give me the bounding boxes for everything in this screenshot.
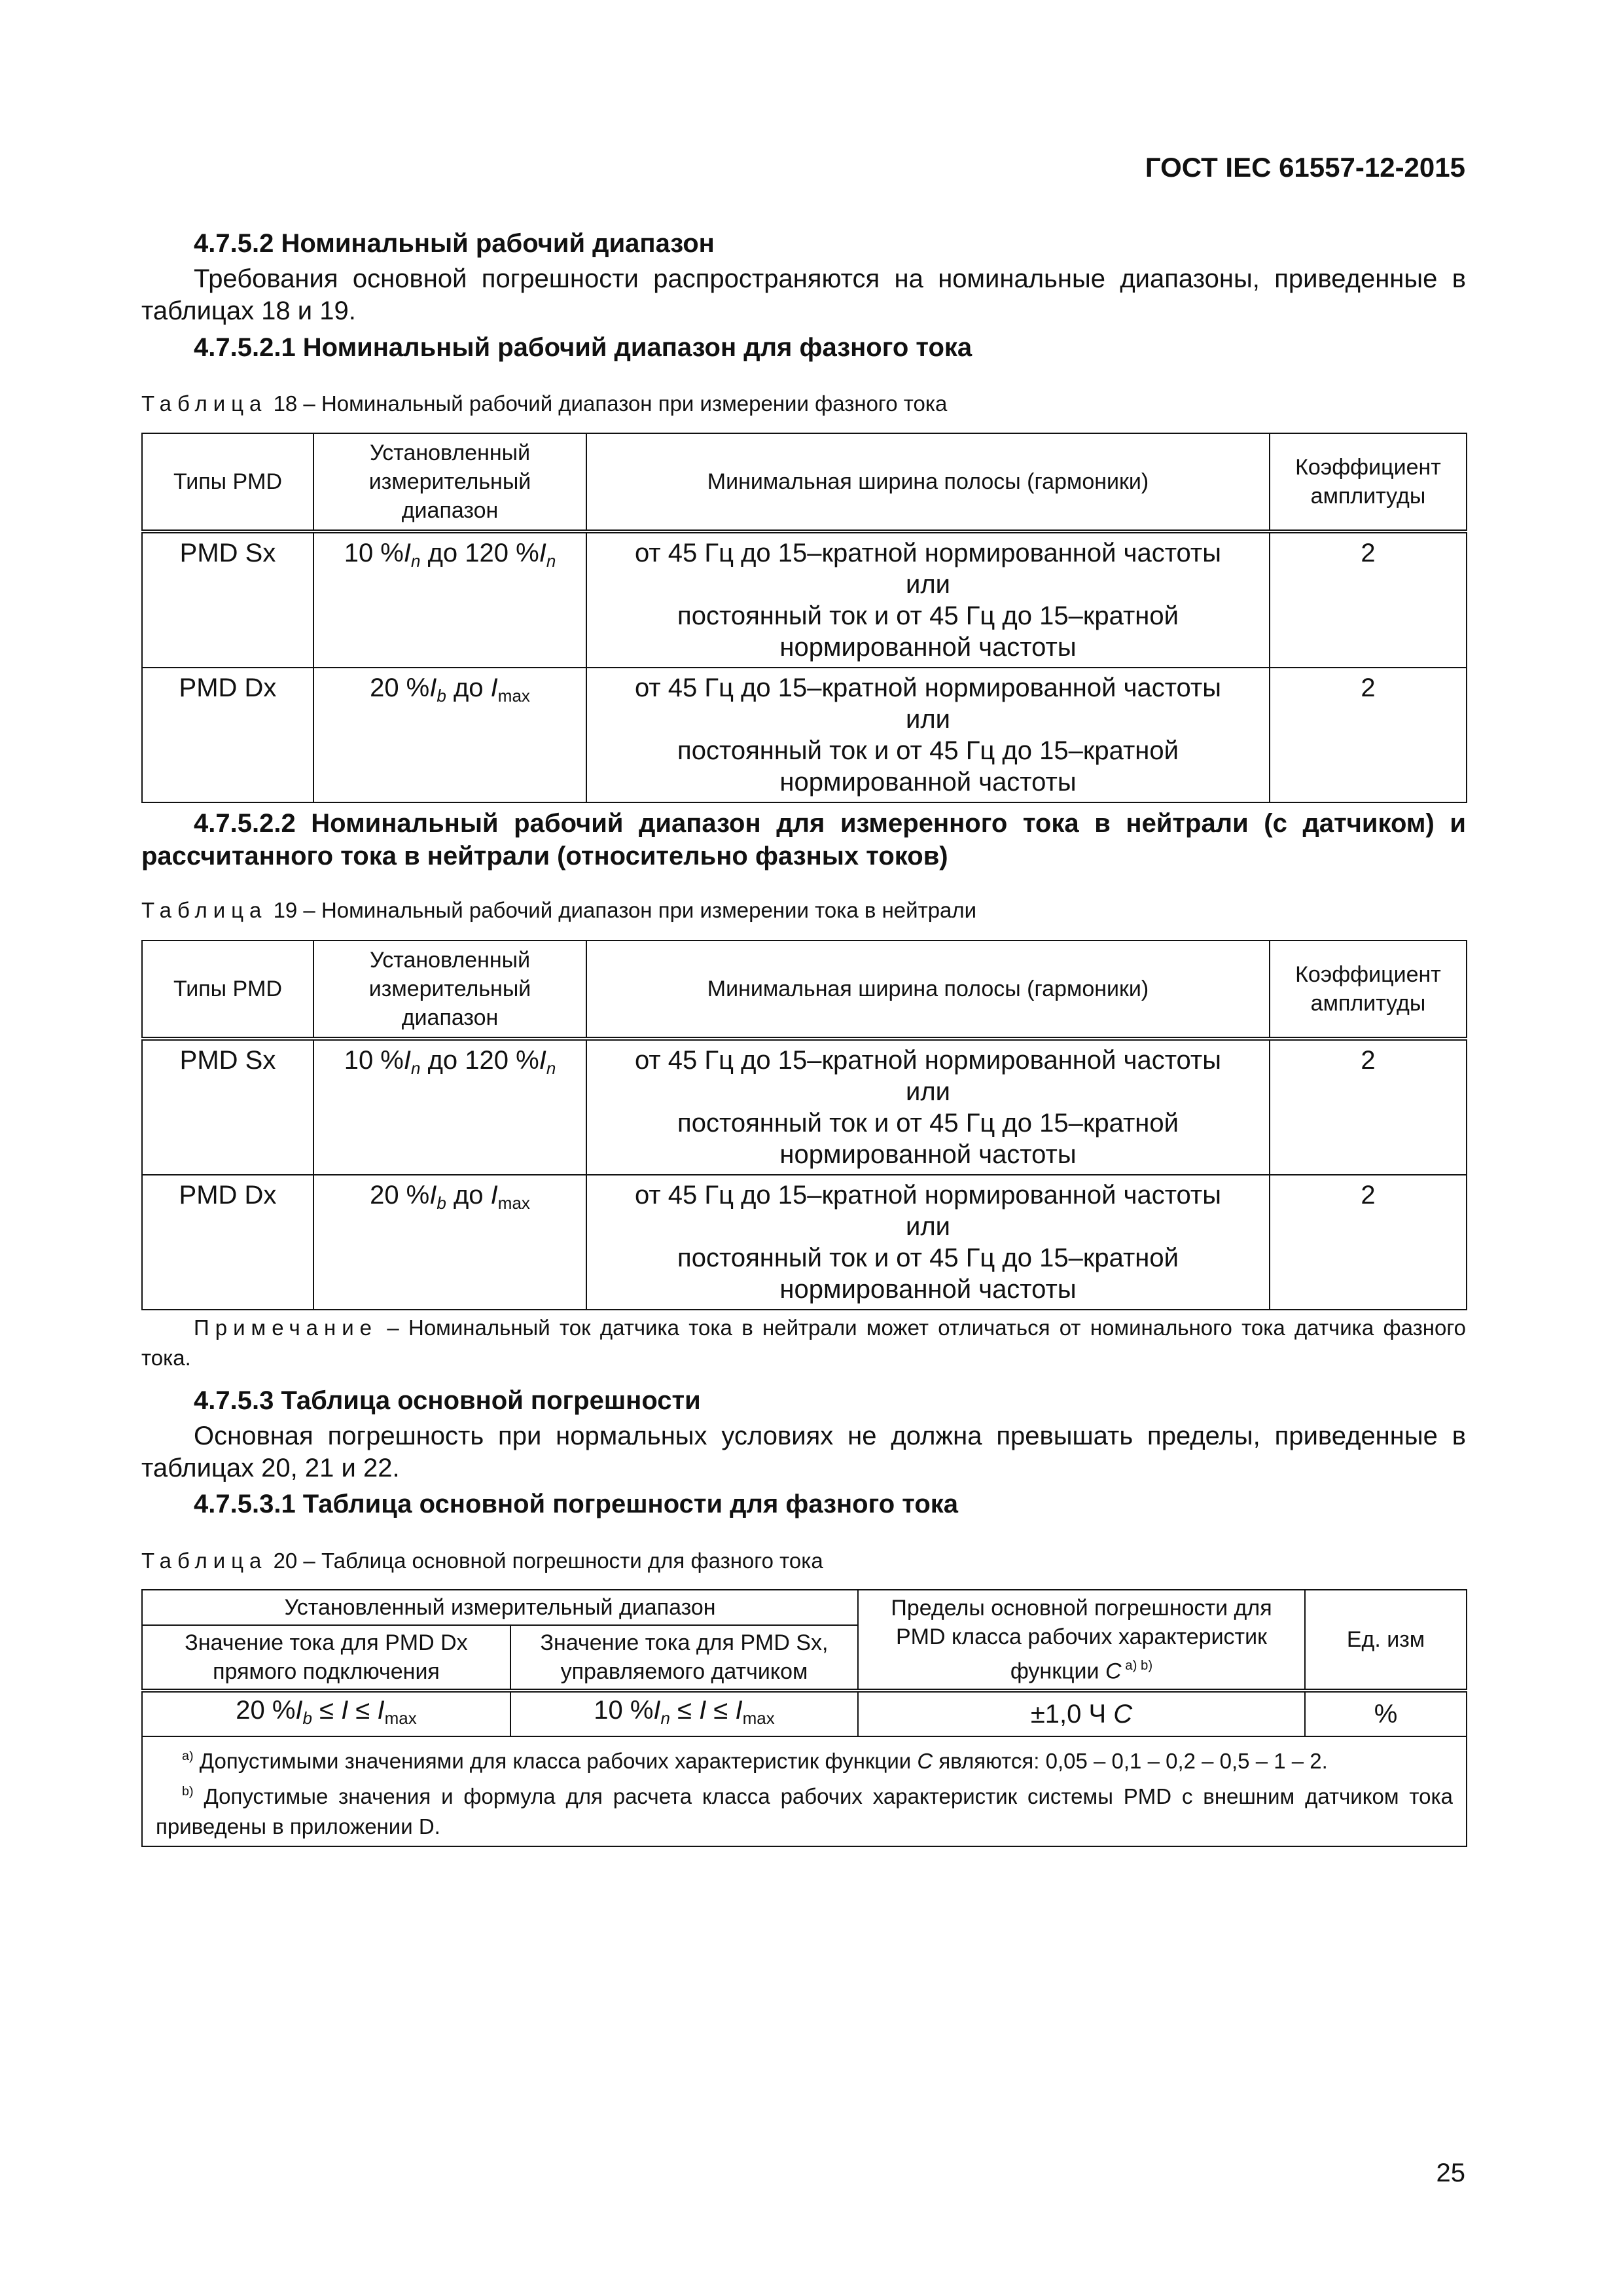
- section-4-7-5-2-title: 4.7.5.2 Номинальный рабочий диапазон: [194, 229, 715, 258]
- header-error-limits: Пределы основной погрешности для PMD класса рабочих характеристик функции C $^{a) b)}$: [858, 1590, 1305, 1691]
- footnote-a: $^{a)}$ Допустимыми значениями для класса рабочих характеристик функции C являются: 0,05 – 0,1 – 0,2 – 0,5 – 1 – 2.: [182, 1748, 1328, 1773]
- cell-unit: %: [1305, 1691, 1467, 1736]
- table-footnotes-row: [142, 1736, 1467, 1846]
- cell-dx-range: 20 $\%I_b \le I \le I_{max}$: [142, 1691, 510, 1736]
- cell-measuring-range: 20 $\%I_b$ до $I_{max}$: [313, 1175, 586, 1310]
- header-bandwidth: Минимальная ширина полосы (гармоники): [586, 433, 1270, 531]
- cell-crest-factor: 2: [1270, 668, 1467, 802]
- section-4-7-5-2-text: Требования основной погрешности распространяются на номинальные диапазоны, приведенные в таблицах 18 и 19.: [141, 264, 1466, 325]
- table-19: [141, 940, 1467, 1310]
- header-unit: Ед. изм: [1305, 1590, 1467, 1691]
- header-measuring-range: Установленный измерительный диапазон: [313, 941, 586, 1039]
- section-4-7-5-2-2-title: 4.7.5.2.2 Номинальный рабочий диапазон для измеренного тока в нейтрали (с датчиком) и рассчитанного тока в нейтрали (относительно фазных токов): [141, 809, 1466, 870]
- table-row: [142, 1691, 1467, 1736]
- header-measuring-range: Установленный измерительный диапазон: [313, 433, 586, 531]
- header-dx-current: Значение тока для PMD Dx прямого подключения: [142, 1625, 510, 1691]
- table-header-row: [142, 1590, 1467, 1625]
- note-label: Примечание: [194, 1316, 378, 1340]
- table-18: [141, 433, 1467, 803]
- caption-label: Таблица: [141, 391, 268, 416]
- table-19-note: [141, 1313, 1466, 1373]
- table-header-row: [142, 433, 1467, 531]
- cell-measuring-range: 10 $\%I_n$ до 120 $\%I_n$: [313, 531, 586, 668]
- cell-pmd-type: PMD Sx: [142, 1039, 313, 1175]
- header-pmd-types: Типы PMD: [142, 941, 313, 1039]
- document-standard-header: ГОСТ IEC 61557-12-2015: [1145, 152, 1465, 183]
- table-row: [142, 1175, 1467, 1310]
- page-number: 25: [1436, 2159, 1465, 2187]
- table-row: [142, 1039, 1467, 1175]
- cell-bandwidth: от 45 Гц до 15–кратной нормированной частоты или постоянный ток и от 45 Гц до 15–кратной нормированной частоты: [586, 531, 1270, 668]
- header-bandwidth: Минимальная ширина полосы (гармоники): [586, 941, 1270, 1039]
- cell-pmd-type: PMD Sx: [142, 531, 313, 668]
- section-4-7-5-3-text: Основная погрешность при нормальных условиях не должна превышать пределы, приведенные в таблицах 20, 21 и 22.: [141, 1422, 1466, 1482]
- footnote-b: $^{b)}$ Допустимые значения и формула для расчета класса рабочих характеристик системы PMD с внешним датчиком тока приведены в приложении D.: [156, 1784, 1453, 1839]
- cell-bandwidth: от 45 Гц до 15–кратной нормированной частоты или постоянный ток и от 45 Гц до 15–кратной нормированной частоты: [586, 1175, 1270, 1310]
- section-4-7-5-3-1-title: 4.7.5.3.1 Таблица основной погрешности для фазного тока: [194, 1490, 959, 1518]
- table-row: [142, 531, 1467, 668]
- cell-crest-factor: 2: [1270, 531, 1467, 668]
- table-footnotes: [142, 1736, 1467, 1846]
- caption-text: 18 – Номинальный рабочий диапазон при измерении фазного тока: [273, 391, 948, 416]
- table-18-caption: [141, 391, 947, 416]
- cell-crest-factor: 2: [1270, 1175, 1467, 1310]
- header-sx-current: Значение тока для PMD Sx, управляемого датчиком: [510, 1625, 858, 1691]
- caption-label: Таблица: [141, 1549, 268, 1573]
- caption-text: 19 – Номинальный рабочий диапазон при измерении тока в нейтрали: [273, 898, 977, 922]
- cell-error-limit: ±1,0 Ч C: [858, 1691, 1305, 1736]
- table-header-row: [142, 941, 1467, 1039]
- header-measuring-range-group: Установленный измерительный диапазон: [142, 1590, 858, 1625]
- cell-bandwidth: от 45 Гц до 15–кратной нормированной частоты или постоянный ток и от 45 Гц до 15–кратной нормированной частоты: [586, 668, 1270, 802]
- header-crest-factor: Коэффициент амплитуды: [1270, 941, 1467, 1039]
- note-text: – Номинальный ток датчика тока в нейтрали может отличаться от номинального тока датчика фазного тока.: [141, 1316, 1466, 1370]
- caption-label: Таблица: [141, 898, 268, 922]
- header-crest-factor: Коэффициент амплитуды: [1270, 433, 1467, 531]
- cell-measuring-range: 10 $\%I_n$ до 120 $\%I_n$: [313, 1039, 586, 1175]
- table-20: [141, 1589, 1467, 1847]
- cell-bandwidth: от 45 Гц до 15–кратной нормированной частоты или постоянный ток и от 45 Гц до 15–кратной нормированной частоты: [586, 1039, 1270, 1175]
- table-19-caption: [141, 898, 976, 923]
- cell-sx-range: 10 $\%I_n \le I \le I_{max}$: [510, 1691, 858, 1736]
- caption-text: 20 – Таблица основной погрешности для фазного тока: [273, 1549, 823, 1573]
- header-pmd-types: Типы PMD: [142, 433, 313, 531]
- cell-pmd-type: PMD Dx: [142, 668, 313, 802]
- cell-crest-factor: 2: [1270, 1039, 1467, 1175]
- section-4-7-5-3-title: 4.7.5.3 Таблица основной погрешности: [194, 1386, 701, 1415]
- cell-pmd-type: PMD Dx: [142, 1175, 313, 1310]
- table-row: [142, 668, 1467, 802]
- cell-measuring-range: 20 $\%I_b$ до $I_{max}$: [313, 668, 586, 802]
- section-4-7-5-2-1-title: 4.7.5.2.1 Номинальный рабочий диапазон для фазного тока: [194, 333, 972, 362]
- table-20-caption: [141, 1549, 823, 1573]
